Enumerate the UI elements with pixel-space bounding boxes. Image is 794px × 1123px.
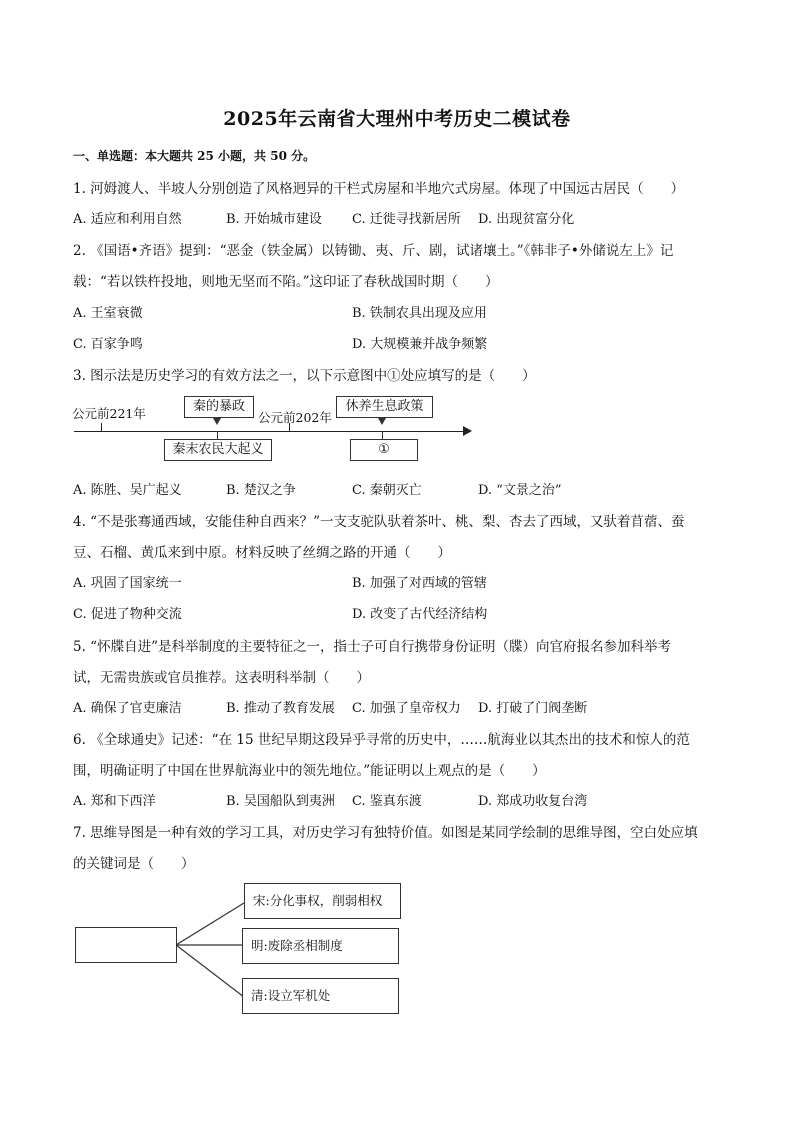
q2-option-a[interactable]: A. 王室衰微 (73, 306, 143, 321)
q2-option-c[interactable]: C. 百家争鸣 (73, 337, 143, 352)
q3-option-d[interactable]: D. “文景之治” (478, 483, 562, 498)
q1-option-a[interactable]: A. 适应和利用自然 (73, 212, 182, 227)
q5-option-c[interactable]: C. 加强了皇帝权力 (352, 701, 461, 716)
question-4-stem-line1: 4. “不是张骞通西域，安能佳种自西来？”一支支驼队驮着茶叶、桃、梨、杏去了西域，又驮着苜蓿、蚕 (73, 514, 685, 530)
question-2-stem-line1: 2. 《国语•齐语》提到：“恶金（铁金属）以铸锄、夷、斤、剧，试诸壤土。”《韩非子•外储说左上》记 (73, 243, 674, 259)
q2-option-d[interactable]: D. 大规模兼并战争频繁 (352, 337, 488, 352)
section-heading: 一、单选题：本大题共 25 小题，共 50 分。 (73, 149, 316, 163)
q2-option-b[interactable]: B. 铁制农具出现及应用 (352, 306, 487, 321)
page-title: 2025年云南省大理州中考历史二模试卷 (223, 108, 571, 130)
timeline-tick-221 (101, 423, 102, 431)
q5-option-d[interactable]: D. 打破了门阀垄断 (478, 701, 588, 716)
mind-map-branch-ming: 明:废除丞相制度 (242, 928, 399, 964)
mind-map-connectors (176, 895, 246, 1005)
q3-option-c[interactable]: C. 秦朝灭亡 (352, 483, 422, 498)
q1-option-b[interactable]: B. 开始城市建设 (226, 212, 322, 227)
q4-option-a[interactable]: A. 巩固了国家统一 (73, 576, 182, 591)
timeline-arrow-icon (463, 426, 472, 436)
question-7-stem-line2: 的关键词是（ ） (73, 856, 195, 872)
down-arrow-icon (213, 418, 221, 425)
question-4-stem-line2: 豆、石榴、黄瓜来到中原。材料反映了丝绸之路的开通（ ） (73, 545, 451, 561)
question-3-stem: 3. 图示法是历史学习的有效方法之一，以下示意图中①处应填写的是（ ） (73, 368, 536, 384)
connector-line (217, 431, 218, 439)
q1-option-d[interactable]: D. 出现贫富分化 (478, 212, 575, 227)
timeline-label-221: 公元前221年 (72, 406, 146, 421)
box-blank-1: ① (350, 439, 418, 461)
connector-line (382, 431, 383, 439)
q4-option-c[interactable]: C. 促进了物种交流 (73, 607, 182, 622)
question-7-stem-line1: 7. 思维导图是一种有效的学习工具，对历史学习有独特价值。如图是某同学绘制的思维导图，空白处应填 (73, 825, 698, 841)
box-recuperation-policy: 休养生息政策 (336, 396, 433, 418)
down-arrow-icon (378, 418, 386, 425)
q1-option-c[interactable]: C. 迁徙寻找新居所 (352, 212, 461, 227)
question-2-stem-line2: 载：“若以铁杵投地，则地无坚而不陷。”这印证了春秋战国时期（ ） (73, 274, 499, 290)
q6-option-a[interactable]: A. 郑和下西洋 (73, 794, 156, 809)
question-5-stem-line1: 5. “怀牒自进”是科举制度的主要特征之一，指士子可自行携带身份证明（牒）向官府报名参加科举考 (73, 639, 671, 655)
q6-option-d[interactable]: D. 郑成功收复台湾 (478, 794, 588, 809)
question-6-stem-line2: 围，明确证明了中国在世界航海业中的领先地位。”能证明以上观点的是（ ） (73, 763, 546, 779)
question-1-stem: 1. 河姆渡人、半坡人分别创造了风格迥异的干栏式房屋和半地穴式房屋。体现了中国远古居民（ ） (73, 181, 685, 197)
q6-option-c[interactable]: C. 鉴真东渡 (352, 794, 422, 809)
q4-option-d[interactable]: D. 改变了古代经济结构 (352, 607, 488, 622)
mind-map-branch-song: 宋:分化事权，削弱相权 (244, 883, 401, 919)
timeline-label-202: 公元前202年 (258, 410, 332, 425)
mind-map-branch-qing: 清:设立军机处 (242, 978, 399, 1014)
box-qin-tyranny: 秦的暴政 (184, 396, 254, 418)
question-5-stem-line2: 试，无需贵族或官员推荐。这表明科举制（ ） (73, 670, 370, 686)
timeline-axis (74, 431, 466, 432)
q6-option-b[interactable]: B. 吴国船队到夷洲 (226, 794, 335, 809)
mind-map-center-blank (75, 927, 177, 963)
box-peasant-uprising: 秦末农民大起义 (164, 439, 272, 461)
q3-option-a[interactable]: A. 陈胜、吴广起义 (73, 483, 182, 498)
q4-option-b[interactable]: B. 加强了对西域的管辖 (352, 576, 487, 591)
q5-option-a[interactable]: A. 确保了官吏廉洁 (73, 701, 182, 716)
q5-option-b[interactable]: B. 推动了教育发展 (226, 701, 335, 716)
q3-option-b[interactable]: B. 楚汉之争 (226, 483, 296, 498)
question-6-stem-line1: 6. 《全球通史》记述：“在 15 世纪早期这段异乎寻常的历史中，……航海业以其杰出的技术和惊人的范 (73, 732, 690, 748)
